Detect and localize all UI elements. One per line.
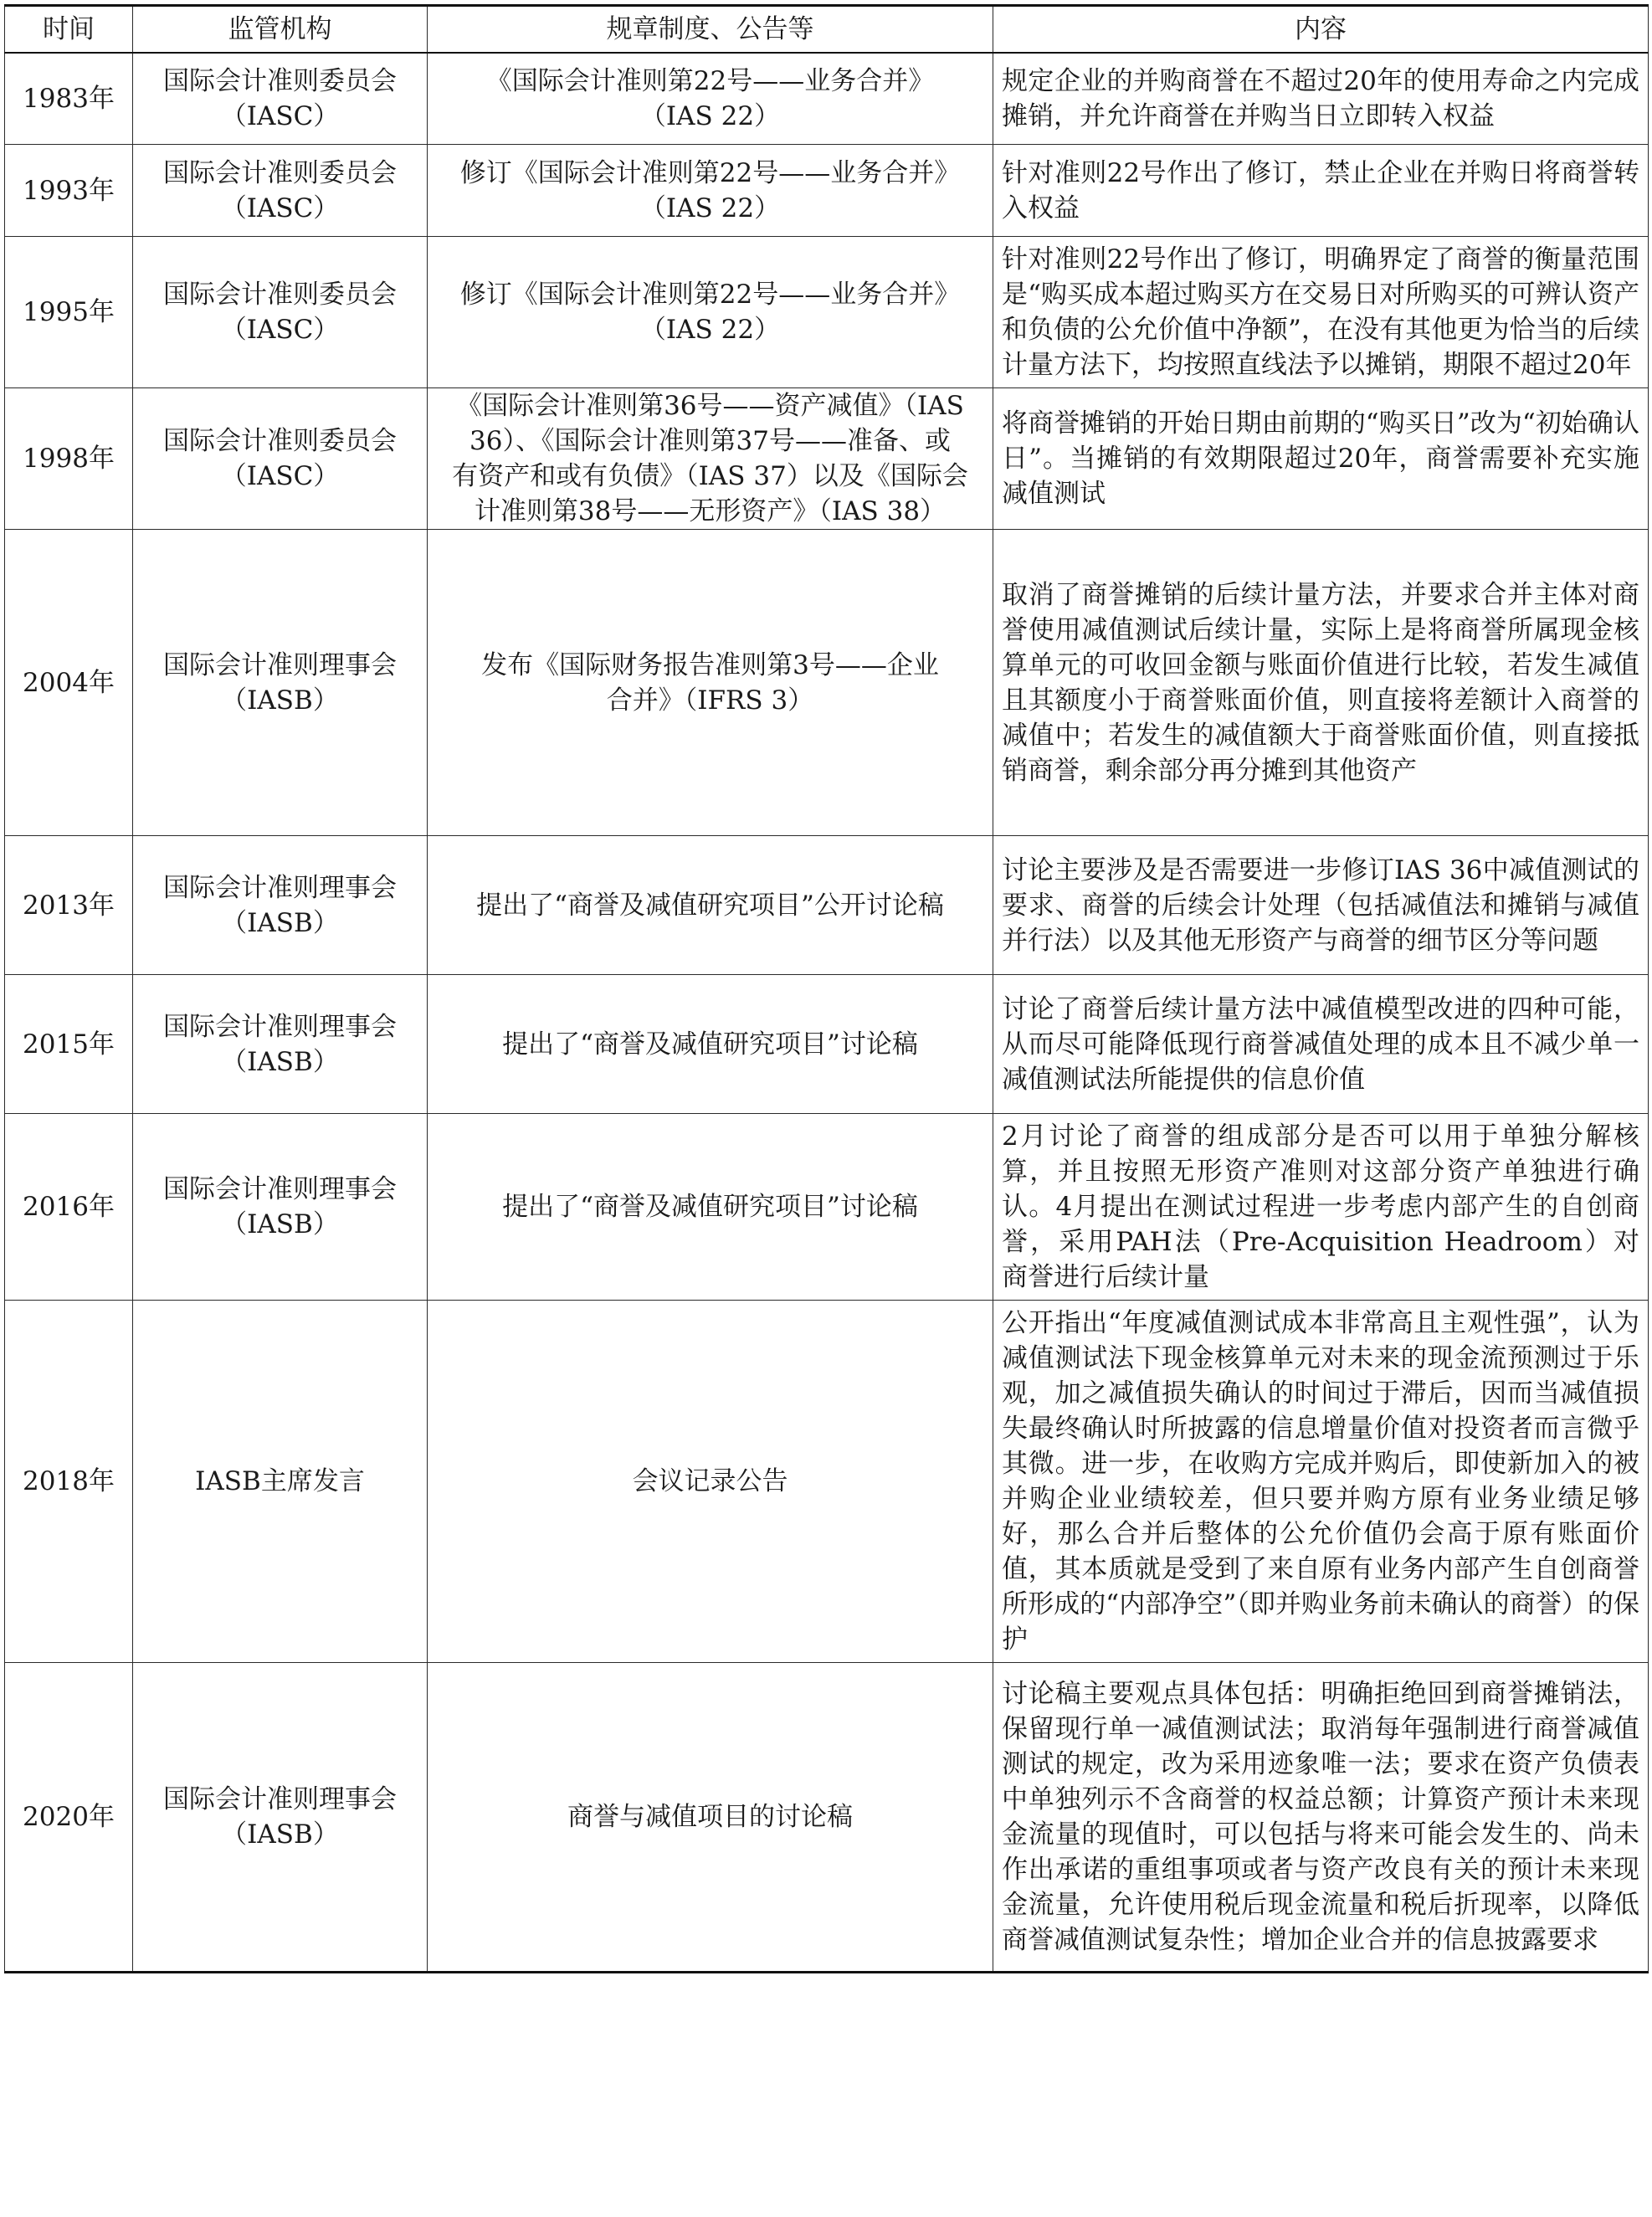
header-content: 内容 xyxy=(993,6,1649,53)
cell-rule xyxy=(428,1114,993,1301)
table-row xyxy=(5,388,1649,530)
table-row xyxy=(5,836,1649,975)
cell-year: 1995年 xyxy=(5,237,133,388)
cell-year: 2015年 xyxy=(5,975,133,1114)
regulator-line: （IASC） xyxy=(220,192,340,223)
cell-rule xyxy=(428,53,993,145)
cell-regulator xyxy=(133,1663,428,1973)
regulator-line: （IASC） xyxy=(220,315,340,345)
cell-rule xyxy=(428,237,993,388)
cell-year: 2004年 xyxy=(5,530,133,836)
cell-regulator xyxy=(133,237,428,388)
table-row xyxy=(5,53,1649,145)
rule-line: （IAS 22） xyxy=(639,315,781,345)
cell-regulator xyxy=(133,388,428,530)
cell-year: 2016年 xyxy=(5,1114,133,1301)
cell-year: 2018年 xyxy=(5,1301,133,1663)
header-row xyxy=(5,6,1649,53)
rule-line: 合并》（IFRS 3） xyxy=(606,685,814,716)
regulator-line: 国际会计准则理事会 xyxy=(163,1011,397,1042)
rule-line: 《国际会计准则第22号——业务合并》 xyxy=(485,65,935,96)
table-row xyxy=(5,145,1649,237)
regulator-line: 国际会计准则理事会 xyxy=(163,1174,397,1204)
cell-content: 讨论主要涉及是否需要进一步修订IAS 36中减值测试的要求、商誉的后续会计处理（包括减值法和摊销与减值并行法）以及其他无形资产与商誉的细节区分等问题 xyxy=(993,836,1649,975)
cell-content: 针对准则22号作出了修订，禁止企业在并购日将商誉转入权益 xyxy=(993,145,1649,237)
rule-line: 提出了“商誉及减值研究项目”公开讨论稿 xyxy=(476,890,944,921)
cell-year: 1998年 xyxy=(5,388,133,530)
table-row xyxy=(5,1301,1649,1663)
cell-content: 讨论了商誉后续计量方法中减值模型改进的四种可能，从而尽可能降低现行商誉减值处理的成本且不减少单一减值测试法所能提供的信息价值 xyxy=(993,975,1649,1114)
table-row xyxy=(5,1663,1649,1973)
rule-line: 有资产和或有负债》（IAS 37）以及《国际会 xyxy=(452,461,968,491)
cell-content: 公开指出“年度减值测试成本非常高且主观性强”，认为减值测试法下现金核算单元对未来的现金流预测过于乐观，加之减值损失确认的时间过于滞后，因而当减值损失最终确认时所披露的信息增量价值对投资者而言微乎其微。进一步，在收购方完成并购后，即使新加入的被并购企业业绩较差，但只要并购方原有业务业绩足够好，那么合并后整体的公允价值仍会高于原有账面价值，其本质就是受到了来自原有业务内部产生自创商誉所形成的“内部净空”（即并购业务前未确认的商誉）的保护 xyxy=(993,1301,1649,1663)
cell-year: 1993年 xyxy=(5,145,133,237)
rule-line: 商誉与减值项目的讨论稿 xyxy=(567,1802,853,1832)
cell-regulator xyxy=(133,1301,428,1663)
regulator-line: （IASB） xyxy=(221,1819,339,1850)
regulator-line: 国际会计准则理事会 xyxy=(163,649,397,680)
header-regulator: 监管机构 xyxy=(133,6,428,53)
rule-line: 36）、《国际会计准则第37号——准备、或 xyxy=(469,426,951,456)
regulator-line: （IASC） xyxy=(220,100,340,131)
cell-content: 规定企业的并购商誉在不超过20年的使用寿命之内完成摊销，并允许商誉在并购当日立即转入权益 xyxy=(993,53,1649,145)
cell-regulator xyxy=(133,836,428,975)
cell-content: 将商誉摊销的开始日期由前期的“购买日”改为“初始确认日”。当摊销的有效期限超过20年，商誉需要补充实施减值测试 xyxy=(993,388,1649,530)
cell-regulator xyxy=(133,53,428,145)
rule-line: （IAS 22） xyxy=(639,192,781,223)
cell-rule xyxy=(428,836,993,975)
table-row xyxy=(5,975,1649,1114)
table-row xyxy=(5,237,1649,388)
regulator-line: （IASC） xyxy=(220,461,340,491)
regulator-line: （IASB） xyxy=(221,1209,339,1239)
cell-regulator xyxy=(133,975,428,1114)
rule-line: 提出了“商誉及减值研究项目”讨论稿 xyxy=(502,1192,918,1222)
regulator-line: （IASB） xyxy=(221,1046,339,1077)
cell-regulator xyxy=(133,145,428,237)
rule-line: 会议记录公告 xyxy=(632,1466,788,1496)
cell-rule xyxy=(428,975,993,1114)
cell-regulator xyxy=(133,1114,428,1301)
table-row xyxy=(5,1114,1649,1301)
regulator-line: IASB主席发言 xyxy=(195,1466,365,1496)
header-rule: 规章制度、公告等 xyxy=(428,6,993,53)
regulator-line: 国际会计准则理事会 xyxy=(163,872,397,903)
rule-line: 修订《国际会计准则第22号——业务合并》 xyxy=(459,280,961,310)
rule-line: 《国际会计准则第36号——资产减值》（IAS xyxy=(456,391,964,421)
regulator-line: 国际会计准则委员会 xyxy=(163,65,397,96)
rule-line: 修订《国际会计准则第22号——业务合并》 xyxy=(459,157,961,188)
cell-rule xyxy=(428,530,993,836)
rule-line: （IAS 22） xyxy=(639,100,781,131)
cell-rule xyxy=(428,1663,993,1973)
cell-content: 2月讨论了商誉的组成部分是否可以用于单独分解核算，并且按照无形资产准则对这部分资产单独进行确认。4月提出在测试过程进一步考虑内部产生的自创商誉，采用PAH法（Pre-Acquisition Headroom）对商誉进行后续计量 xyxy=(993,1114,1649,1301)
regulator-line: 国际会计准则委员会 xyxy=(163,280,397,310)
cell-content: 取消了商誉摊销的后续计量方法，并要求合并主体对商誉使用减值测试后续计量，实际上是将商誉所属现金核算单元的可收回金额与账面价值进行比较，若发生减值且其额度小于商誉账面价值，则直接将差额计入商誉的减值中；若发生的减值额大于商誉账面价值，则直接抵销商誉，剩余部分再分摊到其他资产 xyxy=(993,530,1649,836)
cell-content: 讨论稿主要观点具体包括：明确拒绝回到商誉摊销法，保留现行单一减值测试法；取消每年强制进行商誉减值测试的规定，改为采用迹象唯一法；要求在资产负债表中单独列示不含商誉的权益总额；计算资产预计未来现金流量的现值时，可以包括与将来可能会发生的、尚未作出承诺的重组事项或者与资产改良有关的预计未来现金流量，允许使用税后现金流量和税后折现率，以降低商誉减值测试复杂性；增加企业合并的信息披露要求 xyxy=(993,1663,1649,1973)
cell-year: 2013年 xyxy=(5,836,133,975)
cell-year: 2020年 xyxy=(5,1663,133,1973)
regulator-line: 国际会计准则委员会 xyxy=(163,426,397,456)
rule-line: 提出了“商誉及减值研究项目”讨论稿 xyxy=(502,1029,918,1060)
regulator-line: （IASB） xyxy=(221,685,339,716)
cell-rule xyxy=(428,145,993,237)
regulator-line: （IASB） xyxy=(221,907,339,938)
cell-rule xyxy=(428,1301,993,1663)
rule-line: 发布《国际财务报告准则第3号——企业 xyxy=(481,649,939,680)
goodwill-regulation-table xyxy=(4,4,1649,1973)
header-year: 时间 xyxy=(5,6,133,53)
table-row xyxy=(5,530,1649,836)
regulator-line: 国际会计准则委员会 xyxy=(163,157,397,188)
cell-year: 1983年 xyxy=(5,53,133,145)
rule-line: 计准则第38号——无形资产》（IAS 38） xyxy=(474,496,947,526)
cell-rule xyxy=(428,388,993,530)
cell-regulator xyxy=(133,530,428,836)
regulator-line: 国际会计准则理事会 xyxy=(163,1784,397,1814)
cell-content: 针对准则22号作出了修订，明确界定了商誉的衡量范围是“购买成本超过购买方在交易日对所购买的可辨认资产和负债的公允价值中净额”，在没有其他更为恰当的后续计量方法下，均按照直线法予以摊销，期限不超过20年 xyxy=(993,237,1649,388)
